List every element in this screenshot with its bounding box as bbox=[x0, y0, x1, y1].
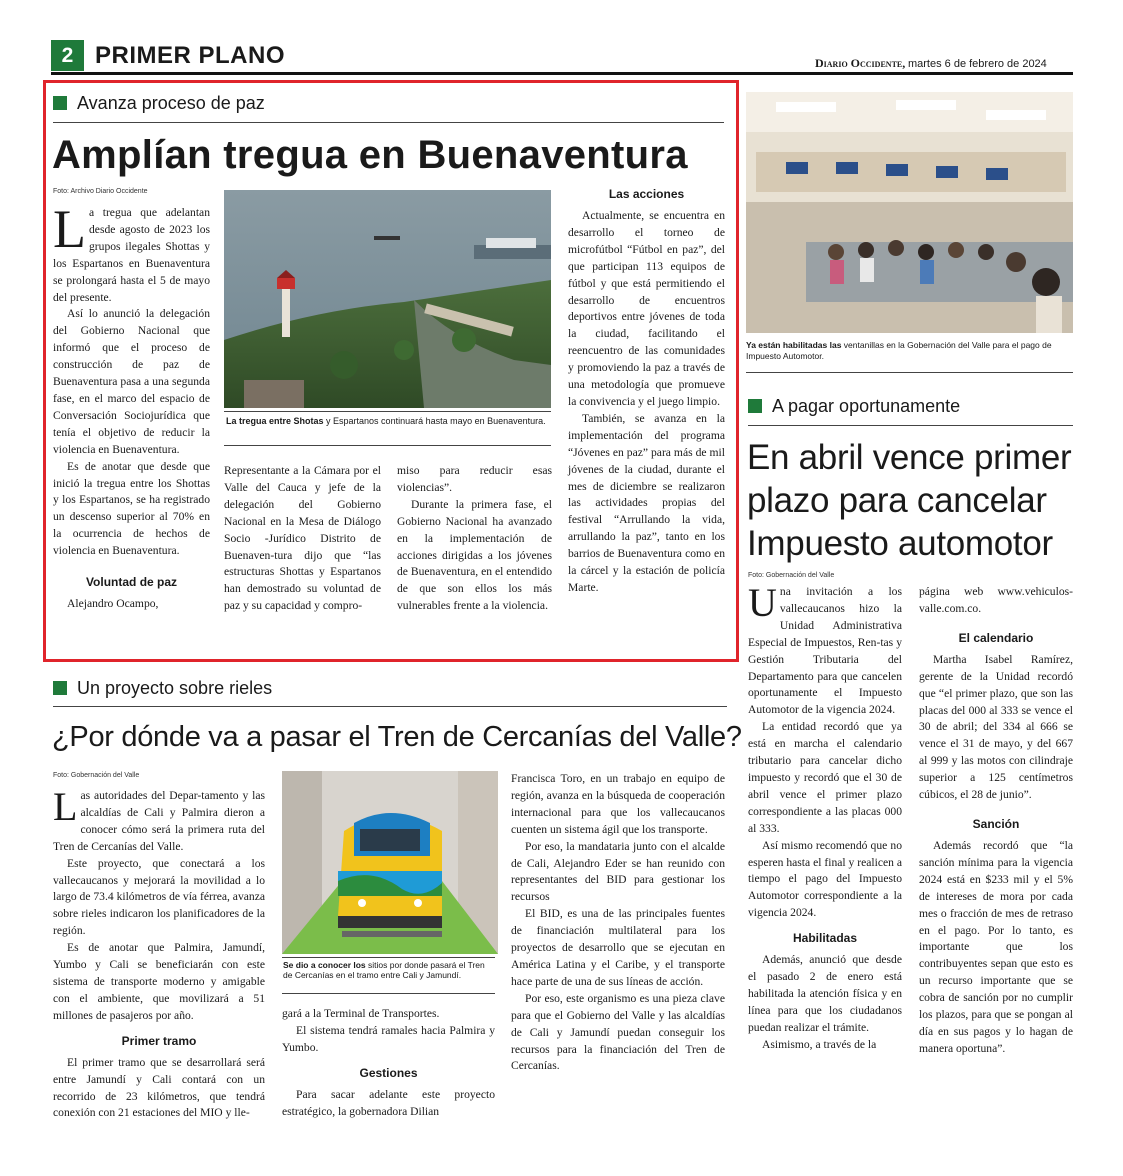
story3-top-caption: Ya están habilitadas las ventanillas en la Gobernación del Valle para el pago de Impuesto Automotor. bbox=[746, 340, 1052, 361]
story2-headline: ¿Por dónde va a pasar el Tren de Cercanías del Valle? bbox=[52, 721, 742, 753]
kicker-square-icon bbox=[53, 681, 67, 695]
divider bbox=[224, 411, 551, 412]
story3-photo-credit: Foto: Gobernación del Valle bbox=[748, 572, 835, 579]
divider bbox=[224, 445, 551, 446]
story3-subhead-calendario: El calendario bbox=[958, 630, 1034, 645]
paper-name: Diario Occidente, bbox=[815, 56, 906, 70]
divider bbox=[53, 706, 727, 707]
story1-column-1: La tregua que adelantan desde agosto de 2023 los grupos ilegales Shottas y los Espartanos en Buenaventura se prolongará hasta el 5 de mayo del presente. Así lo anunció la delegación del Gobierno Nacional que informó que el proceso de construcción de paz de Buenaventura pasa a una segunda fase, en el marco del espacio de Conversación Sociojurídica que tenía el objetivo de reducir la violencia en Buenaventura. Es de anotar que desde que inició la tregua entre los Shottas y los Espartanos, se ha registrado un descenso superior al 70% en la ocurrencia de hechos de violencia en Buenaventura. Voluntad de paz Alejandro Ocampo, bbox=[53, 199, 210, 611]
story1-caption: La tregua entre Shotas y Espartanos continuará hasta mayo en Buenaventura. bbox=[226, 416, 546, 426]
divider bbox=[282, 957, 495, 958]
story1-column-4: Las acciones Actualmente, se encuentra en desarrollo el torneo de microfútbol “Fútbol en paz”, del que participan 113 equipos de fútbol y que está permitiendo el desarrollo de encuentros deportivos entre jóvenes de toda la ciudad, facilitando el reencuentro de las comunidades y promoviendo la paz a través de una metodología que promueve la convivencia y el juego limpio. También, se avanza en la implementación del programa “Jóvenes en paz” para más de mil jóvenes de la ciudad, durante el mes de diciembre se realizaron las actividades propias del festival “Arrullando la vida, arrullando la paz”, tanto en los barrios de Buenaventura como en la cárcel y la estación de policía Marte. bbox=[568, 187, 725, 594]
story2-kicker bbox=[53, 677, 272, 699]
divider bbox=[53, 122, 724, 123]
story2-kicker-text: Un proyecto sobre rieles bbox=[77, 678, 273, 698]
story1-column-3: miso para reducir esas violencias”. Durante la primera fase, el Gobierno Nacional ha avanzado en la implementación de acciones dirigidas a los jóvenes de Buenaventura, en el entendido de que son ellos los más vulnerables frente a la violencia. bbox=[397, 464, 552, 613]
story3-headline: En abril vence primer plazo para cancelar Impuesto automotor bbox=[747, 438, 1072, 563]
drop-cap: L bbox=[53, 199, 86, 259]
story2-column-3: Francisca Toro, en un trabajo en equipo de región, avanza en la búsqueda de cooperación internacional para que los vallecaucanos cuenten un sistema ágil que los transporte. Por eso, la mandataria junto con el alcalde de Cali, Alejandro Eder se han reunido con representantes del BID para gestionar los recursos El BID, es una de las principales fuentes de financiación multilateral para los proyectos de desarrollo que se ejecutan en América Latina y el Caribe, y el transporte hace parte de una de sus líneas de acción. Por eso, este organismo es una pieza clave para que el Gobierno del Valle y las alcaldías de Cali y Jamundí puedan conseguir los recursos para la financiación del Tren de Cercanías. bbox=[511, 772, 725, 1073]
section-title: PRIMER PLANO bbox=[95, 42, 286, 69]
story2-subhead-gestiones: Gestiones bbox=[359, 1065, 418, 1080]
masthead bbox=[815, 56, 1047, 71]
buenaventura-photo bbox=[224, 190, 551, 408]
divider bbox=[748, 425, 1073, 426]
story1-column-2: Representante a la Cámara por el Valle del Cauca y jefe de la delegación del Gobierno Nacional en la Mesa de Diálogo Socio -Jurídico Distrito de Buenaven-tura dijo que “las estructuras Shottas y Espartanos han demostrado su voluntad de paz y su capacidad y compro- bbox=[224, 464, 381, 613]
story2-column-1: Las autoridades del Depar-tamento y las alcaldías de Cali y Palmira dieron a conocer cómo será la primera ruta del Tren de Cercanías del Valle. Este proyecto, que conectará a los vallecaucanos y mejorará la movilidad a lo largo de 73.4 kilómetros de vía férrea, avanza sobre rieles indicaron los planificadores de la región. Es de anotar que Palmira, Jamundí, Yumbo y Cali se beneficiarán con este sistema de transporte moderno y amigable con el ambiente, que movilizará a 51 millones de pasajeros por año. Primer tramo El primer tramo que se desarrollará será entre Jamundí y Cali contará con un recorrido de 23 kilómetros, que tendrá conexión con 21 estaciones del MIO y lle- bbox=[53, 784, 265, 1120]
story3-column-1: Una invitación a los vallecaucanos hizo la Unidad Administrativa Especial de Impuestos, Ren-tas y Gestión Tributaria del Departamento para que cancelen oportunamente el Impuesto Automotor de la vigencia 2024. La entidad recordó que ya está en marcha el calendario tributario para cancelar dicho impuesto y recordó que el 30 de abril vence el primer plazo correspondiente a las placas 000 al 333. Así mismo recomendó que no esperen hasta el final y realicen a tiempo el pago del Impuesto Automotor correspondiente a la vigencia 2024. Habilitadas Además, anunció que desde el pasado 2 de enero está habilitada la atención física y en línea para que los ciudadanos puedan realizar el trámite. Asimismo, a través de la bbox=[748, 580, 902, 1051]
story1-subhead-acciones: Las acciones bbox=[608, 187, 685, 201]
header-rule bbox=[51, 72, 1073, 75]
drop-cap: U bbox=[748, 580, 777, 625]
story2-photo-credit: Foto: Gobernación del Valle bbox=[53, 772, 140, 779]
story1-photo-credit: Foto: Archivo Diario Occidente bbox=[53, 188, 148, 195]
page-number: 2 bbox=[51, 40, 84, 71]
story3-subhead-habilitadas: Habilitadas bbox=[792, 931, 858, 946]
story1-subhead-voluntad: Voluntad de paz bbox=[85, 575, 178, 590]
story3-kicker bbox=[748, 395, 960, 417]
story2-subhead-primer-tramo: Primer tramo bbox=[121, 1033, 197, 1048]
divider bbox=[746, 372, 1073, 373]
issue-date: martes 6 de febrero de 2024 bbox=[907, 58, 1047, 70]
train-photo bbox=[282, 771, 498, 954]
story2-column-2: gará a la Terminal de Transportes. El sistema tendrá ramales hacia Palmira y Yumbo. Gestiones Para sacar adelante este proyecto estratégico, la gobernadora Dilian bbox=[282, 1007, 495, 1118]
divider bbox=[282, 993, 495, 994]
story3-kicker-text: A pagar oportunamente bbox=[772, 396, 961, 416]
tax-office-photo bbox=[746, 92, 1073, 333]
story1-headline: Amplían tregua en Buenaventura bbox=[52, 133, 688, 177]
story3-subhead-sancion: Sanción bbox=[972, 816, 1020, 831]
story1-kicker-text: Avanza proceso de paz bbox=[77, 93, 265, 113]
drop-cap: L bbox=[53, 784, 78, 829]
kicker-square-icon bbox=[748, 399, 762, 413]
story3-column-2: página web www.vehiculos-valle.com.co. El calendario Martha Isabel Ramírez, gerente de la Unidad recordó que “el primer plazo, que son las placas del 000 al 333 se vence el 30 de abril; del 334 al 666 se vence el 31 de mayo, y del 667 al 999 y las motos con cilindraje superior a 125 centímetros cúbicos, el 28 de junio”. Sanción Además recordó que “la sanción mínima para la vigencia 2024 está en $233 mil y el 5% de intereses de mora por cada mes o fracción de mes de retraso en el pago. Por lo tanto, es importante que los contribuyentes sepan que esto es un recurso importante que se cobra de sanción por no cumplir los plazos, para que se pongan al día en sus pagos y lo hagan de manera oportuna”. bbox=[919, 585, 1073, 1055]
story2-caption: Se dio a conocer los sitios por donde pasará el Tren de Cercanías en el tramo entre Cali y Jamundí. bbox=[283, 960, 485, 980]
kicker-square-icon bbox=[53, 96, 67, 110]
story1-kicker bbox=[53, 92, 265, 114]
